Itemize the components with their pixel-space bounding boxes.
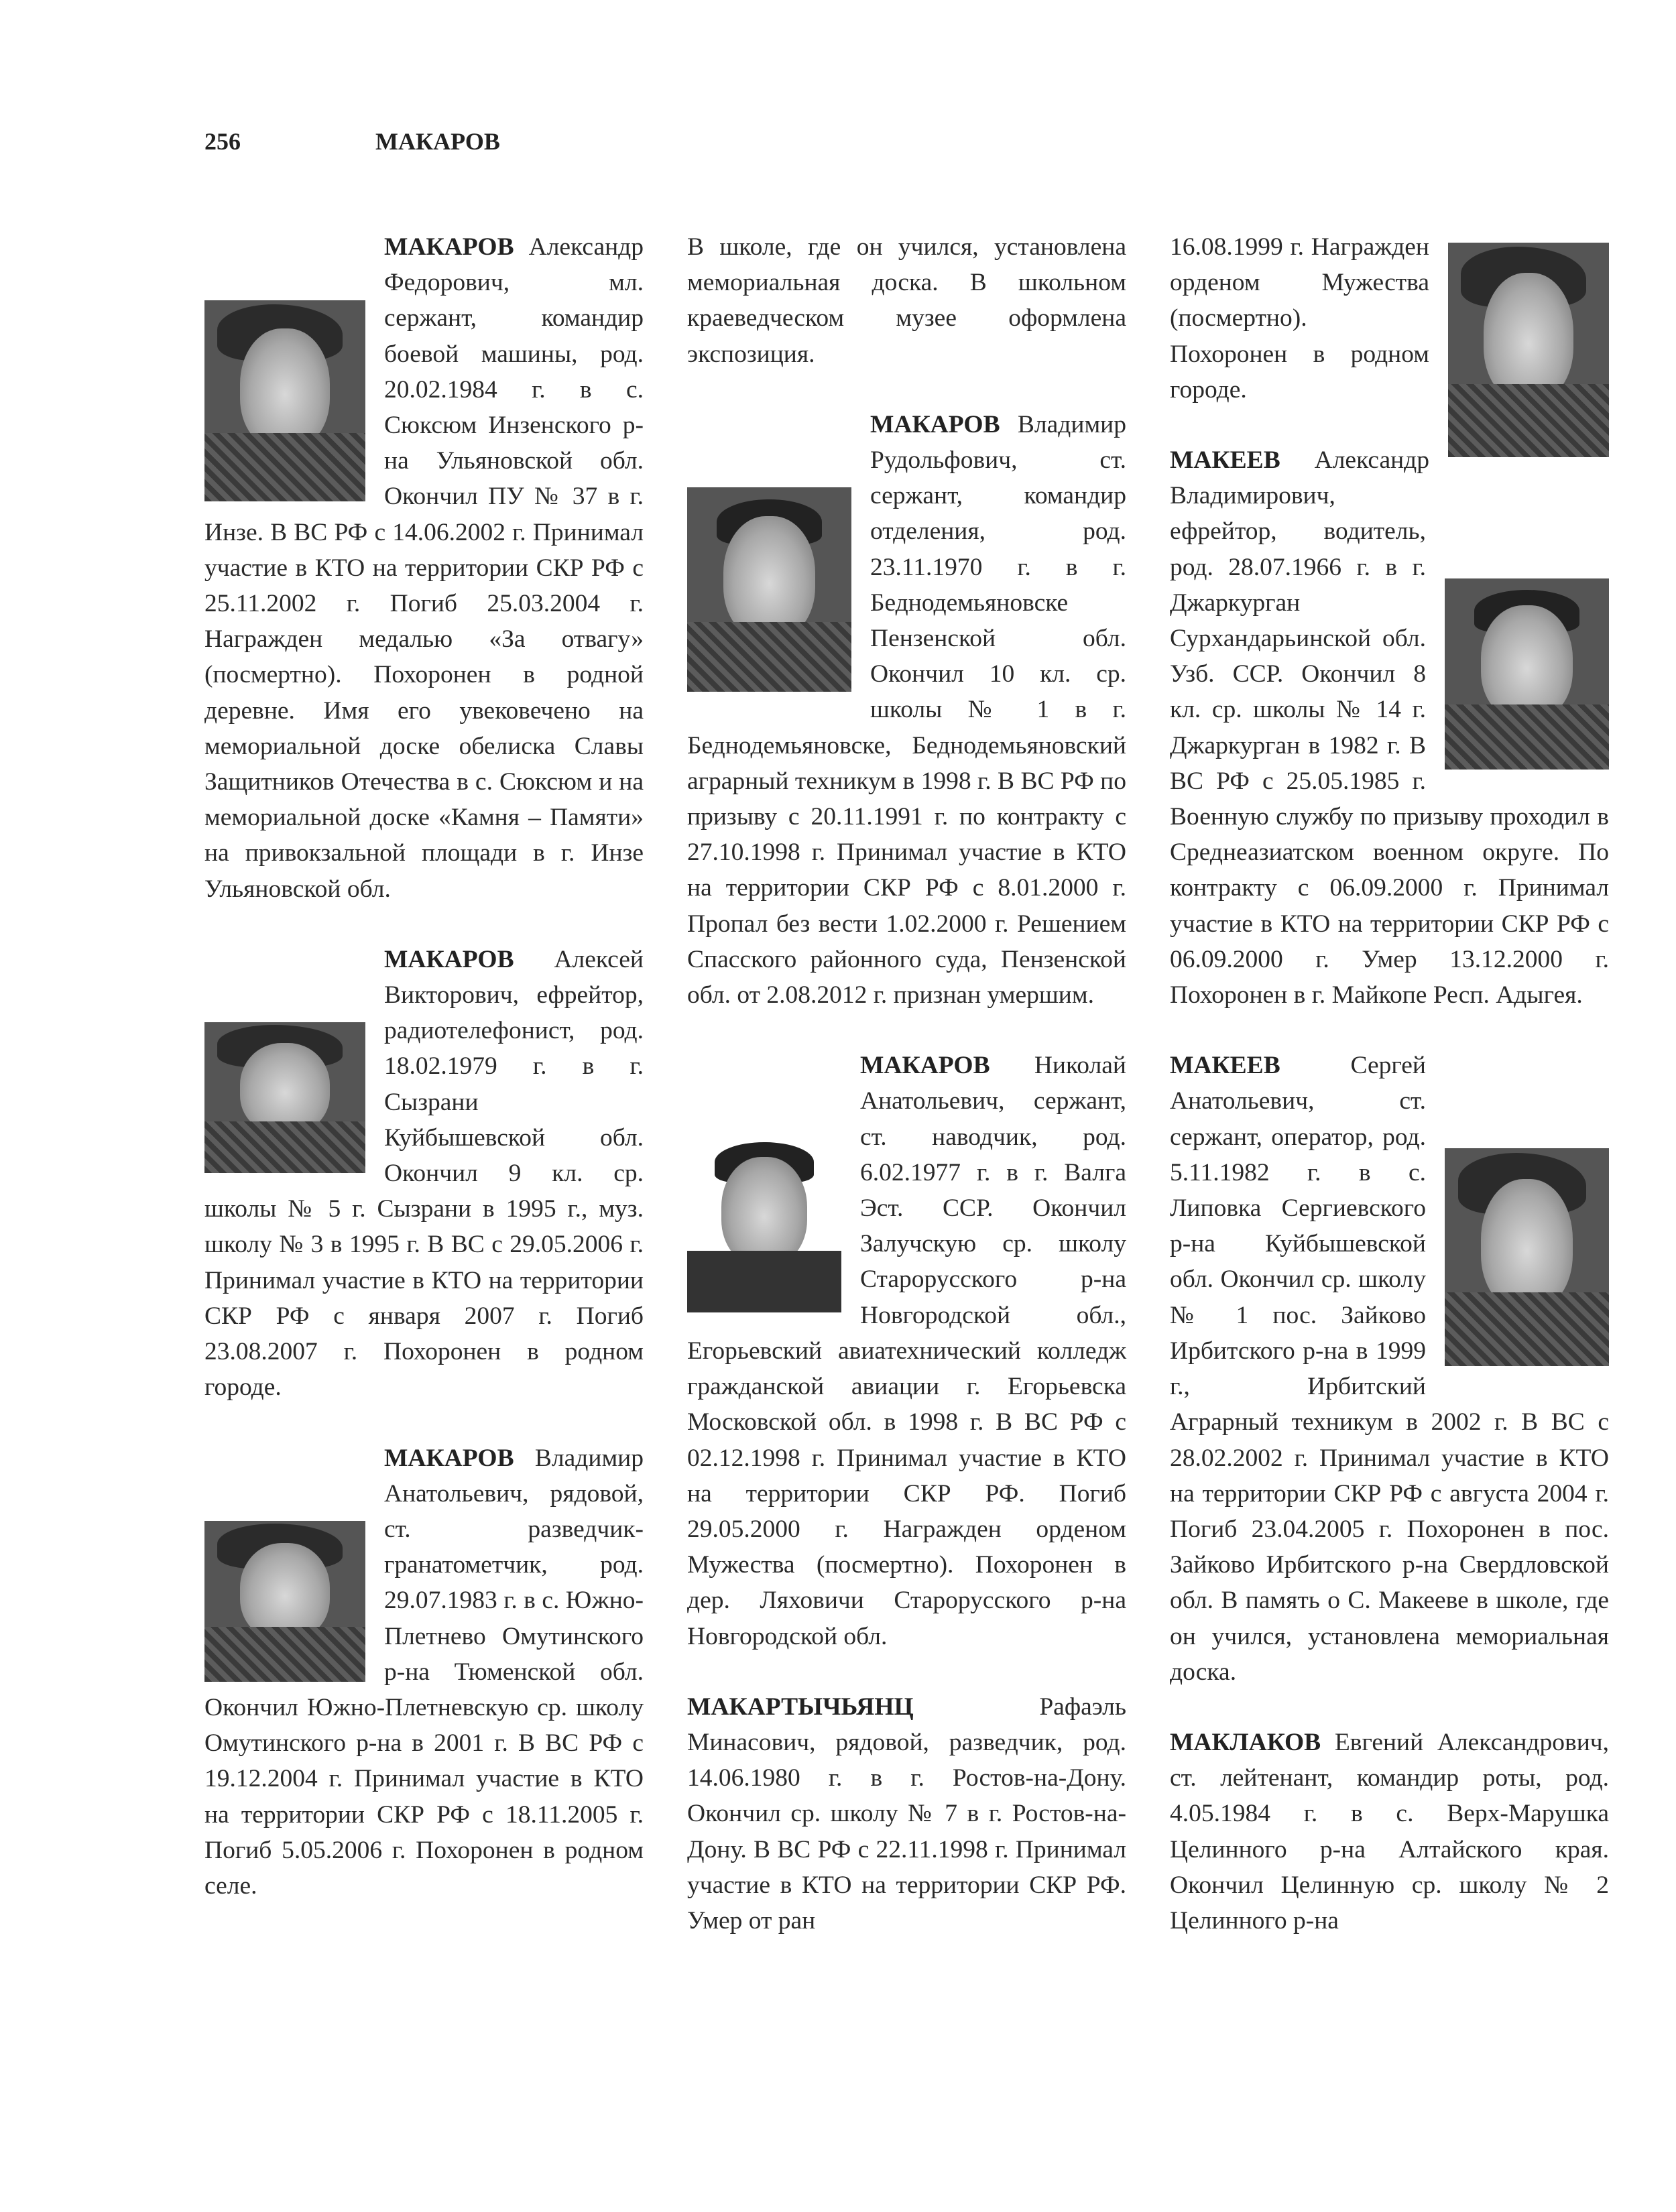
entry-surname: МАКАРОВ [860,1052,990,1080]
portrait-photo [204,1521,365,1682]
portrait-photo [1445,578,1609,770]
entry-text [687,407,1126,1013]
face-shape [240,328,330,449]
portrait-photo [687,487,851,692]
entry-text [204,1440,644,1904]
entry-text [1170,442,1609,1013]
entry-surname: МАКЕЕВ [1170,446,1280,475]
entry-makeev-aleksandr [1170,442,1609,1013]
portrait-photo [204,1022,365,1173]
entry-surname: МАКАРОВ [870,410,1000,438]
entry-makeev-sergey [1170,1048,1609,1690]
face-shape [1481,605,1573,720]
entry-surname: МАКЕЕВ [1170,1052,1280,1080]
entry-text [687,1048,1126,1654]
entry-continuation [1170,229,1609,408]
entry-makarov-aleksey [204,942,644,1406]
entry-text [204,942,644,1406]
entry-text [1170,1725,1609,1939]
entry-body: Николай Анатольевич, сержант, ст. наводчик, род. 6.02.1977 г. в г. Валга Эст. ССР. Окончил Залучскую ср. школу Старорусского р-на Новгородской обл., Егорьевский авиатехнический колледж гражданской авиации г. Егорьевска Московской обл. в 1998 г. В ВС РФ с 02.12.1998 г. Принимал участие в КТО на территории СКР РФ. Погиб 29.05.2000 г. Награжден орденом Мужества (посмертно). Похоронен в дер. Ляховичи Старорусского р-на Новгородской обл. [687,1052,1126,1650]
entry-body: 16.08.1999 г. Награжден орденом Мужества (посмертно). Похоронен в родном городе. [1170,233,1429,404]
entry-maklakov [1170,1725,1609,1939]
entry-text [687,1689,1126,1939]
clothing-shape [1445,704,1609,770]
entry-continuation [687,229,1126,372]
entry-surname: МАКЛАКОВ [1170,1728,1321,1756]
entry-body: Александр Федорович, мл. сержант, командир боевой машины, род. 20.02.1984 г. в с. Сюксюм Инзенского р-на Ульяновской обл. Окончил ПУ № 37 в г. Инзе. В ВС РФ с 14.06.2002 г. Принимал участие в КТО на территории СКР РФ с 25.11.2002 г. Погиб 25.03.2004 г. Награжден медалью «За отвагу» (посмертно). Похоронен в родной деревне. Имя его увековечено на мемориальной доске обелиска Славы Защитников Отечества в с. Сюксюм и на мемориальной доске «Камня – Памяти» на привокзальной площади в г. Инзе Ульяновской обл. [204,233,644,903]
clothing-shape [687,1251,841,1312]
entry-text: В школе, где он учился, установлена мемориальная доска. В школьном краеведческом музее оформлена экспозиция. [687,233,1126,368]
uniform-shape [1448,384,1609,457]
entry-text [1170,1048,1609,1690]
portrait-photo [687,1131,841,1312]
entry-surname: МАКАРТЫЧЬЯНЦ [687,1693,914,1721]
column-1 [204,229,644,1939]
entry-body: Александр Владимирович, ефрейтор, водитель, род. 28.07.1966 г. в г. Джаркурган Сурхандарьинской обл. Узб. ССР. Окончил 8 кл. ср. школы № 14 г. Джаркурган в 1982 г. В ВС РФ с 25.05.1985 г. Военную службу по призыву проходил в Среднеазиатском военном округе. По контракту с 06.09.2000 г. Принимал участие в КТО на территории СКР РФ с 06.09.2000 г. Умер 13.12.2000 г. Похоронен в г. Майкопе Респ. Адыгея. [1170,446,1609,1009]
entry-surname: МАКАРОВ [384,233,514,261]
face-shape [1481,1179,1573,1310]
face-shape [721,1157,808,1266]
entry-body: Владимир Анатольевич, рядовой, ст. разведчик-гранатометчик, род. 29.07.1983 г. в с. Южно-Плетнево Омутинского р-на Тюменской обл. Окончил Южно-Плетневскую ср. школу Омутинского р-на в 2001 г. В ВС РФ с 19.12.2004 г. Принимал участие в КТО на территории СКР РФ с 18.11.2005 г. Погиб 5.05.2006 г. Похоронен в родном селе. [204,1444,644,1900]
portrait-photo [1448,243,1609,457]
entry-makarov-vladimir-r [687,407,1126,1013]
column-3 [1170,229,1609,1973]
entry-body: Сергей Анатольевич, ст. сержант, оператор, род. 5.11.1982 г. в с. Липовка Сергиевского р-на Куйбышевской обл. Окончил ср. школу № 1 пос. Зайково Ирбитского р-на в 1999 г., Ирбитский Аграрный техникум в 2002 г. В ВС с 28.02.2002 г. Принимал участие в КТО на территории СКР РФ с августа 2004 г. Погиб 23.04.2005 г. Похоронен в пос. Зайково Ирбитского р-на Свердловской обл. В память о С. Макееве в школе, где он учился, установлена мемориальная доска. [1170,1052,1609,1686]
entry-body: Евгений Александрович, ст. лейтенант, командир роты, род. 4.05.1984 г. в с. Верх-Марушка Целинного р-на Алтайского края. Окончил Целинную ср. школу № 2 Целинного р-на [1170,1728,1609,1934]
uniform-shape [1445,1292,1609,1367]
page-number: 256 [204,128,241,155]
entry-makartychyants [687,1689,1126,1939]
running-head: МАКАРОВ [375,128,500,155]
entry-text [204,229,644,907]
uniform-shape [204,433,365,501]
entry-body: Алексей Викторович, ефрейтор, радиотелефонист, род. 18.02.1979 г. в г. Сызрани Куйбышевской обл. Окончил 9 кл. ср. школы № 5 г. Сызрани в 1995 г., муз. школу № 3 в 1995 г. В ВС с 29.05.2006 г. Принимал участие в КТО на территории СКР РФ с января 2007 г. Погиб 23.08.2007 г. Похоронен в родном городе. [204,945,644,1402]
face-shape [240,1043,330,1133]
entry-surname: МАКАРОВ [384,1444,514,1472]
entry-makarov-vladimir-a [204,1440,644,1904]
face-shape [240,1543,330,1640]
entry-body: Рафаэль Минасович, рядовой, разведчик, род. 14.06.1980 г. в г. Ростов-на-Дону. Окончил ср. школу № 7 в г. Ростов-на-Дону. В ВС РФ с 22.11.1998 г. Принимал участие в КТО на территории СКР РФ. Умер от ран [687,1693,1126,1934]
face-shape [723,516,815,639]
entry-body: Владимир Рудольфович, ст. сержант, командир отделения, род. 23.11.1970 г. в г. Беднодемьяновске Пензенской обл. Окончил 10 кл. ср. школы № 1 в г. Беднодемьяновске, Беднодемьяновский аграрный техникум в 1998 г. В ВС РФ по призыву с 20.11.1991 г. по контракту с 27.10.1998 г. Принимал участие в КТО на территории СКР РФ с 8.01.2000 г. Пропал без вести 1.02.2000 г. Решением Спасского районного суда, Пензенской обл. от 2.08.2012 г. признан умершим. [687,410,1126,1009]
uniform-shape [204,1627,365,1682]
entry-text [1170,229,1609,408]
entry-makarov-nikolay [687,1048,1126,1654]
uniform-shape [204,1121,365,1173]
portrait-photo [204,300,365,501]
entry-makarov-aleksandr [204,229,644,907]
entry-surname: МАКАРОВ [384,945,514,973]
portrait-photo [1445,1148,1609,1366]
face-shape [1484,273,1573,402]
clothing-shape [687,622,851,692]
column-2 [687,229,1126,1973]
